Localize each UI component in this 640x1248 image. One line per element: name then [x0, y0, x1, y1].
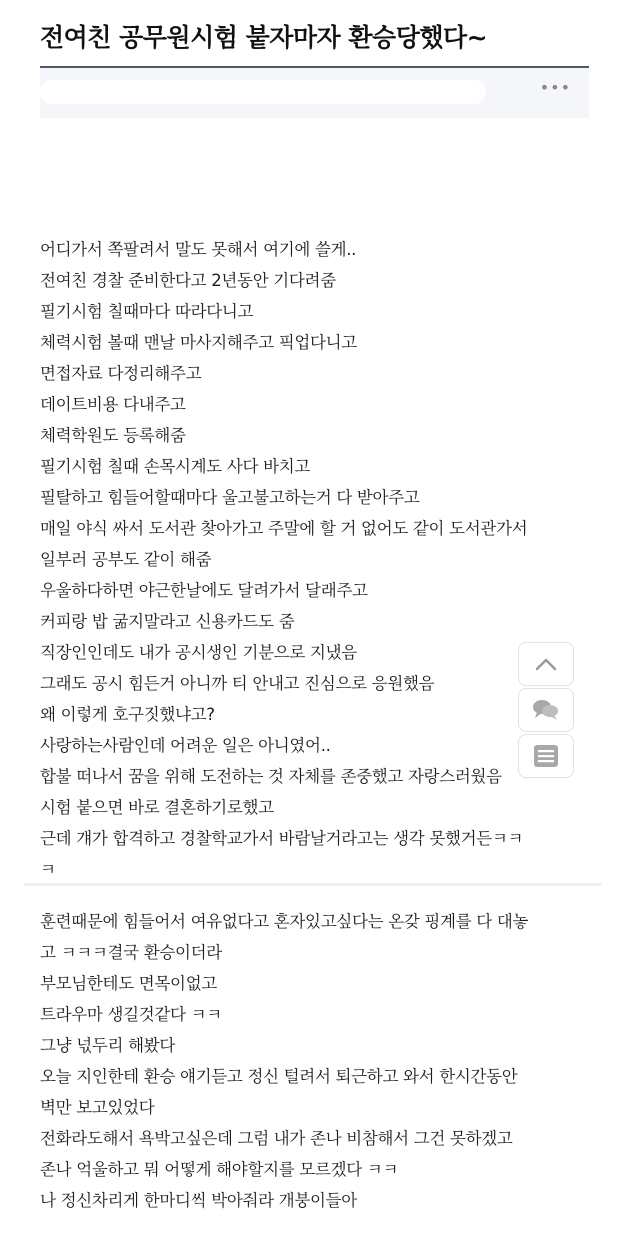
body-line: 우울하다하면 야근한날에도 달려가서 달래주고 — [40, 581, 368, 600]
body-line: 합불 떠나서 꿈을 위해 도전하는 것 자체를 존중했고 자랑스러웠음 — [40, 767, 502, 786]
body-line: 오늘 지인한테 환승 얘기듣고 정신 털려서 퇴근하고 와서 한시간동안 — [40, 1067, 518, 1086]
body-line: 필탈하고 힘들어할때마다 울고불고하는거 다 받아주고 — [40, 488, 420, 507]
post-title: 전여친 공무원시험 붙자마자 환승당했다~ — [40, 23, 488, 52]
chevron-up-icon — [535, 657, 557, 671]
body-line: 체력학원도 등록해줌 — [40, 426, 186, 445]
body-line: 면접자료 다정리해주고 — [40, 364, 202, 383]
body-line: 나 정신차리게 한마디씩 박아줘라 개붕이들아 — [40, 1191, 357, 1210]
body-line: 훈련때문에 힘들어서 여유없다고 혼자있고싶다는 온갖 핑계를 다 대놓 — [40, 912, 529, 931]
post-meta-bar — [40, 66, 589, 118]
paragraph-divider — [24, 883, 602, 886]
body-line: 데이트비용 다내주고 — [40, 395, 186, 414]
list-button[interactable] — [518, 734, 574, 778]
body-line: 근데 걔가 합격하고 경찰학교가서 바람날거라고는 생각 못했거든ㅋㅋ — [40, 829, 524, 848]
body-line: 부모님한테도 면목이없고 — [40, 974, 217, 993]
body-line: 그래도 공시 힘든거 아니까 티 안내고 진심으로 응원했음 — [40, 674, 435, 693]
body-line: 트라우마 생길것같다 ㅋㅋ — [40, 1005, 222, 1024]
comment-icon — [531, 698, 561, 722]
author-info-placeholder — [40, 80, 486, 104]
body-line: 전여친 경찰 준비한다고 2년동안 기다려줌 — [40, 271, 336, 290]
body-line: 고 ㅋㅋㅋ결국 환승이더라 — [40, 943, 222, 962]
post-body-paragraph-2 — [40, 906, 600, 1216]
body-line: 커피랑 밥 굶지말라고 신용카드도 줌 — [40, 612, 295, 631]
body-line: 전화라도해서 욕박고싶은데 그럼 내가 존나 비참해서 그건 못하겠고 — [40, 1129, 513, 1148]
comments-button[interactable] — [518, 688, 574, 732]
body-line: 직장인인데도 내가 공시생인 기분으로 지냈음 — [40, 643, 357, 662]
list-icon — [533, 744, 559, 768]
body-line: 체력시험 볼때 맨날 마사지해주고 픽업다니고 — [40, 333, 357, 352]
body-line: 벽만 보고있었다 — [40, 1098, 155, 1117]
body-line: 그냥 넋두리 해봤다 — [40, 1036, 176, 1055]
body-line: ㅋ — [40, 860, 56, 879]
body-line: 시험 붙으면 바로 결혼하기로했고 — [40, 798, 274, 817]
body-line: 왜 이렇게 호구짓했냐고? — [40, 705, 215, 724]
body-line: 사랑하는사람인데 어려운 일은 아니였어.. — [40, 736, 331, 755]
body-line: 필기시험 칠때 손목시계도 사다 바치고 — [40, 457, 311, 476]
body-line: 어디가서 쪽팔려서 말도 못해서 여기에 쓸게.. — [40, 240, 357, 259]
scroll-top-button[interactable] — [518, 642, 574, 686]
body-line: 일부러 공부도 같이 해줌 — [40, 550, 212, 569]
more-options-icon[interactable]: ••• — [539, 78, 571, 97]
body-line: 존나 억울하고 뭐 어떻게 해야할지를 모르겠다 ㅋㅋ — [40, 1160, 399, 1179]
body-line: 매일 야식 싸서 도서관 찾아가고 주말에 할 거 없어도 같이 도서관가서 — [40, 519, 528, 538]
post-body-paragraph-1 — [40, 234, 600, 885]
body-line: 필기시험 칠때마다 따라다니고 — [40, 302, 254, 321]
